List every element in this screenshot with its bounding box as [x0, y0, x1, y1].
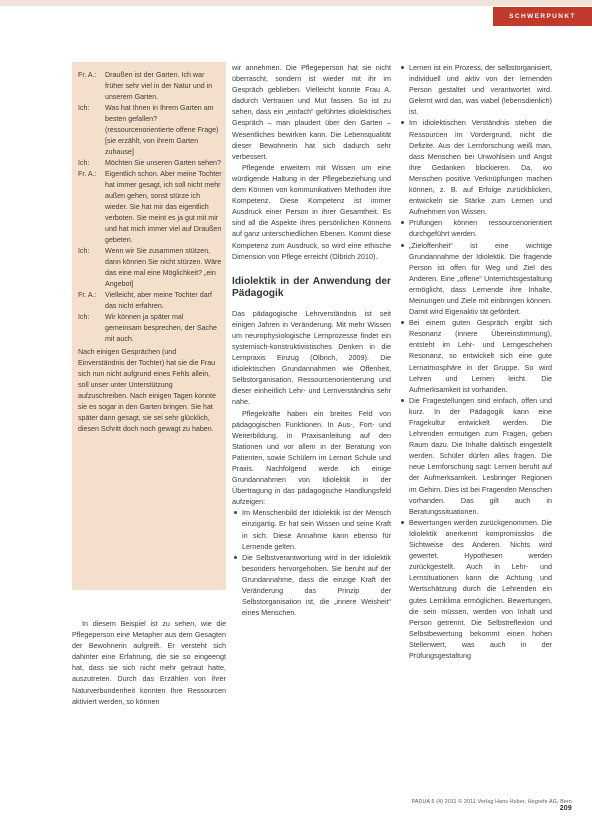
dialogue-text: Was hat Ihnen in Ihrem Garten am besten gefallen? (ressourcenorientierte offene Frage) [sie erzählt, von ihrem Garten zuhause]: [105, 104, 219, 156]
bullet-item: Im idiolektischen Verständnis stehen die Ressourcen im Vordergrund, nicht die Defizite. Aus der Lernforschung weiß man, dass Menschen bei Unwohlsein und Angst ihre Gedanken blockieren. Da, wo Menschen positive Verknüpfungen machen können, z. B. auf Erfolge zurückblicken, entwickeln sie Stärke zum Lernen und Aufnehmen von Wissen.: [409, 118, 552, 217]
dialogue-text: Wir können ja später mal gemeinsam besprechen, der Sache mit auch.: [105, 313, 217, 343]
bullet-item: Lernen ist ein Prozess, der selbstorganisiert, individuell und aktiv von der lernenden Person gestaltet und verantwortet wird. Gelernt wird das, was viabel (lebensdienlich) ist.: [409, 63, 552, 117]
box-paragraph: Nach einigen Gesprächen (und Einverständnis der Tochter) hat sie die Frau sich nun nicht aufgrund eines Fehls allein, soll unser unter Unterstützung aufzuschreiben. Nach einigen Tagen konnte sie es sogar in den Garten bringen. Sie hat später dann gesagt, sie sei sehr glücklich, diesen Schritt doch noch gewagt zu haben.: [78, 348, 216, 433]
dialogue-text: Wenn wir Sie zusammen stützen, dann können Sie nicht stürzen. Wäre das eine mal eine Möglichkeit? „ein Angebot]: [105, 247, 222, 288]
speaker-label: Ich:: [78, 313, 90, 321]
paragraph: In diesem Beispiel ist zu sehen, wie die Pflegeperson eine Metapher aus dem Gesagten der Bewohnerin aufgreift. Er versteht sich dahinter eine Erfahrung, die sie so eingeengt hat, dass sie sich nicht mehr getraut hatte, auszutreten. Durch das Erzählen von ihrer Naturverbundenheit konnten Ihre Ressourcen aktiviert werden, so können: [72, 619, 226, 706]
speaker-label: Ich:: [78, 159, 90, 167]
bullet-list: [399, 62, 552, 661]
dialogue-list: [78, 70, 222, 345]
dialogue-line: [78, 158, 222, 169]
column-3: [399, 62, 552, 661]
dialogue-line: [78, 246, 222, 290]
paragraph: Pflegende erweitern mit Wissen um eine würdigende Haltung in der Pflegebeziehung und dem Können von kommunikativen Methoden ihre Kompetenz. Diese Kompetenz ist immer Ausdruck einer Person in ihrer Gesamtheit. Es sind all die Aspekte ihres persönlichen Könnens auf ganz unterschiedlichen Ebenen. Kommt diese Kompetenz zum Ausdruck, so wird eine ethische Dimension von Pflege erreicht (Olbrich 2010).: [232, 162, 391, 261]
bullet-list: [232, 507, 391, 618]
journal-citation: PADUA 6 (4) 2011 © 2011 Verlag Hans Huber, Hogrefe AG, Bern: [411, 799, 572, 805]
bullet-item: Prüfungen können ressourcenorientiert durchgeführt werden.: [409, 218, 552, 239]
dialogue-line: [78, 290, 222, 312]
example-box-content: [78, 70, 222, 442]
section-heading: Idiolektik in der Anwendung der Pädagogik: [232, 275, 391, 300]
column-2: [232, 62, 391, 618]
bullet-item: Die Fragestellungen sind einfach, offen und kurz. In der Pädagogik kann eine Fragekultur entwickelt werden. Die Lehrenden ermutigen zum Fragen, geben Raum dazu. Die Inhalte daktisch eingestellt werden. Schüler dürfen alles fragen. Die neue Lernforschung sagt: Lernen beruht auf der Aufmerksamkeit. Lesbringer Regionen im Gehirn. Dies ist bei Fragenden Menschen vorhanden. Das gilt auch in Beratungssituationen.: [409, 395, 552, 516]
dialogue-line: [78, 70, 222, 103]
speaker-label: Ich:: [78, 247, 90, 255]
bullet-item: „Zieloffenheit“ ist eine wichtige Grundannahme der Idiolektik. Die fragende Person ist offen für Weg und Ziel des Anderen. Eine „offene“ Unterrichtsgestaltung ermöglicht, dass Lernende ihre Inhalte, Meinungen und Ziele mit einbringen können. Damit wird Eigenaktiv tät gefördert.: [409, 240, 552, 317]
bullet-item: Bei einem guten Gespräch ergibt sich Resonanz (innere Übereinstimmung), entsteht im Lehr- und Lerngeschehen Resonanz, so entwickelt sich eine gute Lernatmosphäre in der Gruppe. So wird Lehren und Lernen leicht. Die Aufmerksamkeit ist vorhanden.: [409, 318, 552, 394]
speaker-label: Fr. A.:: [78, 71, 97, 79]
dialogue-text: Vielleicht, aber meine Tochter darf das nicht erfahren.: [105, 291, 212, 310]
bullet-item: Im Menschenbild der Idiolektik ist der Mensch einzigartig. Er hat sein Wissen und seine Kraft in sich. Diese Annahme kann ebenso für Lernende gelten.: [242, 508, 391, 551]
dialogue-line: [78, 169, 222, 246]
speaker-label: Fr. A.:: [78, 291, 97, 299]
section-label: SCHWERPUNKT: [493, 7, 592, 26]
dialogue-text: Draußen ist der Garten. Ich war früher sehr viel in der Natur und in unserem Garten.: [105, 71, 213, 101]
dialogue-text: Eigentlich schon. Aber meine Tochter hat immer gesagt, ich soll nicht mehr außen gehen, sonst stürze ich wieder. Sie hat mir das eigentlich verboten. Sie meint es ja gut mit mir und hat mich immer viel auf Draußen gebeten.: [105, 170, 222, 244]
speaker-label: Ich:: [78, 104, 90, 112]
paragraph: Das pädagogische Lehrverständnis ist seit einigen Jahren in Veränderung. Mit mehr Wissen um neurophysiologische Lernprozesse findet ein systemisch-konstruktivistisches Denken in die Lernpraxis Einzug (Olbrich, 2009). Die idiolektischen Grundannahmen wie Offenheit, Selbstorganisation, Ressourcenorientierung und dieser einheitlich Lehr- und Lernverständnis sehr nahe.: [232, 308, 391, 407]
page-number: 209: [559, 805, 572, 812]
dialogue-line: [78, 312, 222, 345]
paragraph: wir annehmen. Die Pflegeperson hat sie nicht überrascht, sondern ist wieder mit ihr im Gespräch geblieben. Vielleicht konnte Frau A. dadurch Vertrauen und Mut fassen. So ist zu sehen, dass ein „einfach“ geführtes idiolektisches Gespräch – man plaudert über den Garten – Wesentliches bewirken kann. Die Lebensqualität dieser Bewohnerin hat sich dadurch sehr verbessert.: [232, 63, 391, 161]
dialogue-line: [78, 103, 222, 158]
header-strip: [0, 0, 592, 6]
bullet-item: Bewertungen werden zurückgenommen. Die Idiolektik anerkennt kompromisslos die Sichtweise des Anderen. Nichts wird gewertet. Hypothesen werden zurückgestellt. Auch in Lehr- und Lernsituationen kann die Achtung und Wertschätzung durch die Lehrenden ein gutes Lernklima ermöglichen. Bewertungen, die sein müssen, werden von Inhalt und Person getrennt. Die Selbstreflexion und Selbstbewertung bekommt einen hohen Stellenwert, was auch in der Prüfungsgestaltung: [409, 517, 552, 660]
speaker-label: Fr. A.:: [78, 170, 97, 178]
dialogue-text: Möchten Sie unseren Garten sehen?: [105, 159, 221, 167]
page-footer: [400, 799, 572, 812]
paragraph: Pflegekräfte haben ein breites Feld von pädagogischen Funktionen. In Aus-, Fort- und Weiterbildung, in Praxisanleitung auf den Stationen und vor allem in der Beratung von Patienten, sowie Schülern im Lernort Schule und Praxis. Nachfolgend werde ich einige Grundannahmen von Idiolektik in der Übertragung in das pädagogische Handlungsfeld aufzeigen:: [232, 408, 391, 507]
column-1-text: [72, 618, 226, 707]
bullet-item: Die Selbstverantwortung wird in der Idiolektik besonders hervorgehoben. Sie beruht auf der Grundannahme, dass die einzige Kraft der Veränderung das Prinzip der Selbstorganisation ist, die „innere Weisheit“ eines Menschen.: [242, 552, 391, 618]
